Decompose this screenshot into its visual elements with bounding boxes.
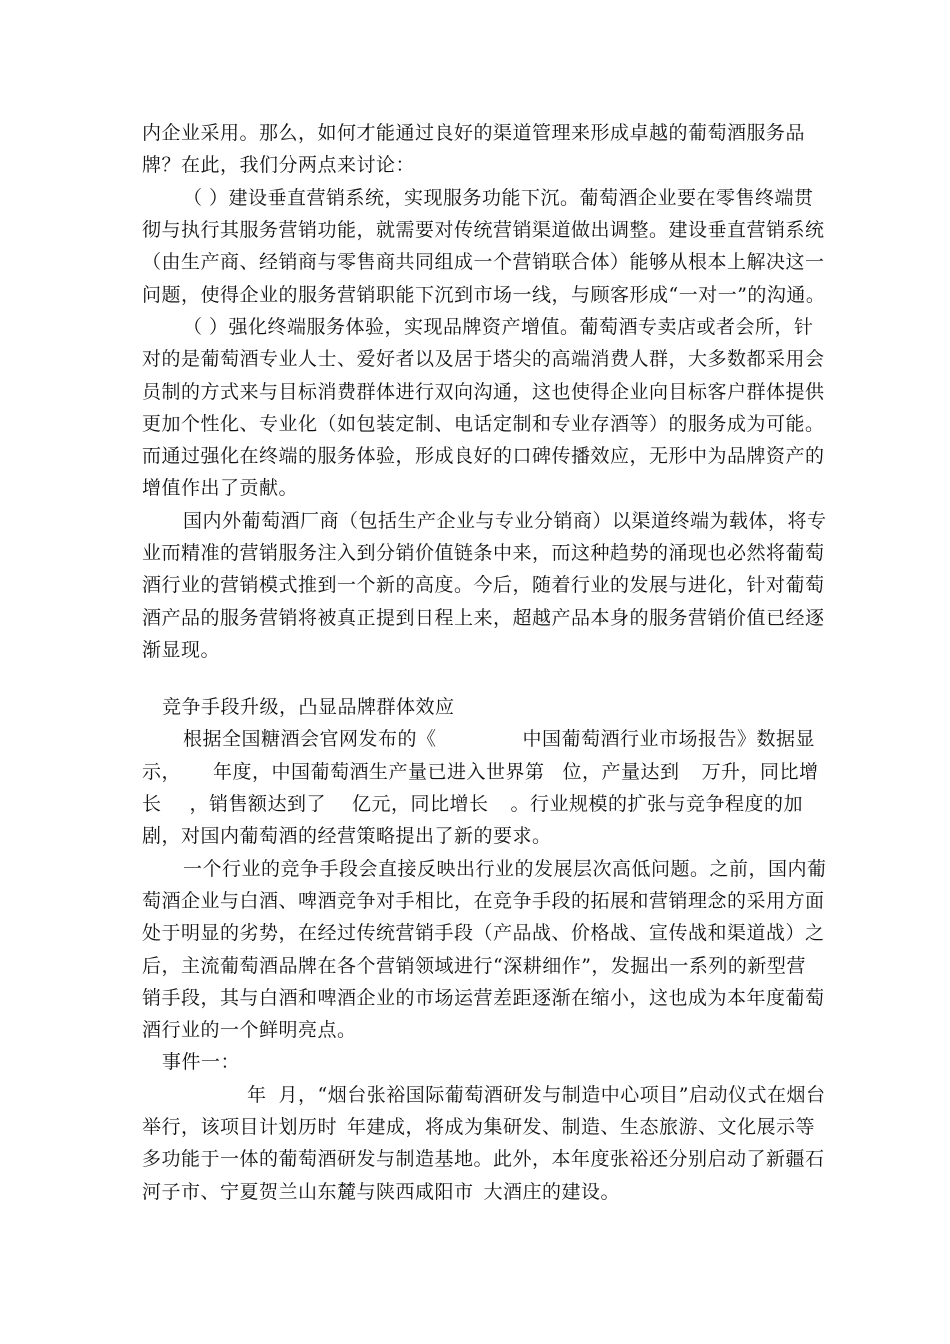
text-line xyxy=(142,792,803,816)
text-line: 增值作出了贡献。 xyxy=(142,477,299,499)
text-line: 彻与执行其服务营销功能，就需要对传统营销渠道做出调整。建设垂直营销系统 xyxy=(142,219,825,241)
text-fragment: 示， xyxy=(142,761,182,783)
text-fragment: 年度，中国葡萄酒生产量已进入世界第 xyxy=(213,761,545,783)
text-line: 问题，使得企业的服务营销职能下沉到市场一线，与顾客形成“一对一”的沟通。 xyxy=(142,284,826,306)
text-line: 酒产品的服务营销将被真正提到日程上来，超越产品本身的服务营销价值已经逐 xyxy=(142,607,825,629)
text-line: 一个行业的竞争手段会直接反映出行业的发展层次高低问题。之前，国内葡 xyxy=(183,858,827,880)
text-fragment: 位，产量达到 xyxy=(562,761,680,783)
text-line xyxy=(183,727,815,751)
event-heading: 事件一： xyxy=(162,1051,241,1073)
text-line: 国内外葡萄酒厂商（包括生产企业与专业分销商）以渠道终端为载体，将专 xyxy=(183,510,827,532)
text-line xyxy=(247,1083,825,1107)
text-line: 内企业采用。那么，如何才能通过良好的渠道管理来形成卓越的葡萄酒服务品 xyxy=(142,122,806,144)
text-line: （ ）建设垂直营销系统，实现服务功能下沉。葡萄酒企业要在零售终端贯 xyxy=(183,187,814,209)
text-line: 而通过强化在终端的服务体验，形成良好的口碑传播效应，无形中为品牌资产的 xyxy=(142,445,825,467)
text-line: 后，主流葡萄酒品牌在各个营销领域进行“深耕细作”，发掘出一系列的新型营 xyxy=(142,955,806,977)
text-line: 更加个性化、专业化（如包装定制、电话定制和专业存酒等）的服务成为可能。 xyxy=(142,413,825,435)
text-fragment: 年建成，将成为集研发、制造、生态旅游、文化展示等 xyxy=(347,1116,816,1138)
text-line xyxy=(142,1180,620,1204)
text-line: 对的是葡萄酒专业人士、爱好者以及居于塔尖的高端消费人群，大多数都采用会 xyxy=(142,348,825,370)
text-line: 牌？在此，我们分两点来讨论： xyxy=(142,154,416,176)
text-fragment: 举行，该项目计划历时 xyxy=(142,1116,338,1138)
text-line xyxy=(142,1115,815,1139)
text-line: 销手段，其与白酒和啤酒企业的市场运营差距逐渐在缩小，这也成为本年度葡萄 xyxy=(142,987,825,1009)
text-line: 酒行业的一个鲜明亮点。 xyxy=(142,1019,357,1041)
text-fragment: 中国葡萄酒行业市场报告》数据显 xyxy=(522,728,816,750)
text-line xyxy=(142,760,819,784)
text-fragment: 月，“烟台张裕国际葡萄酒研发与制造中心项目”启动仪式在烟台 xyxy=(278,1084,826,1106)
text-fragment: ，销售额达到了 xyxy=(189,793,327,815)
text-fragment: 万升，同比增 xyxy=(701,761,819,783)
text-line: 多功能于一体的葡萄酒研发与制造基地。此外，本年度张裕还分别启动了新疆石 xyxy=(142,1148,825,1170)
text-line: 处于明显的劣势，在经过传统营销手段（产品战、价格战、宣传战和渠道战）之 xyxy=(142,922,825,944)
text-fragment: 大酒庄的建设。 xyxy=(483,1181,621,1203)
text-line: 萄酒企业与白酒、啤酒竞争对手相比，在竞争手段的拓展和营销理念的采用方面 xyxy=(142,890,825,912)
text-line: （由生产商、经销商与零售商共同组成一个营销联合体）能够从根本上解决这一 xyxy=(142,251,825,273)
text-line: （ ）强化终端服务体验，实现品牌资产增值。葡萄酒专卖店或者会所，针 xyxy=(183,316,814,338)
text-line: 酒行业的营销模式推到一个新的高度。今后，随着行业的发展与进化，针对葡萄 xyxy=(142,574,825,596)
section-heading: 竞争手段升级，凸显品牌群体效应 xyxy=(162,696,455,718)
text-line: 剧，对国内葡萄酒的经营策略提出了新的要求。 xyxy=(142,825,552,847)
text-fragment: 河子市、宁夏贺兰山东麓与陕西咸阳市 xyxy=(142,1181,474,1203)
text-line: 员制的方式来与目标消费群体进行双向沟通，这也使得企业向目标客户群体提供 xyxy=(142,381,825,403)
text-fragment: 年 xyxy=(247,1084,267,1106)
text-fragment: 亿元，同比增长 xyxy=(352,793,489,815)
text-fragment: 根据全国糖酒会官网发布的《 xyxy=(183,728,437,750)
text-line: 业而精准的营销服务注入到分销价值链条中来，而这种趋势的涌现也必然将葡萄 xyxy=(142,542,825,564)
text-fragment: 长 xyxy=(142,793,162,815)
text-line: 渐显现。 xyxy=(142,639,221,661)
text-fragment: 。行业规模的扩张与竞争程度的加 xyxy=(510,793,804,815)
